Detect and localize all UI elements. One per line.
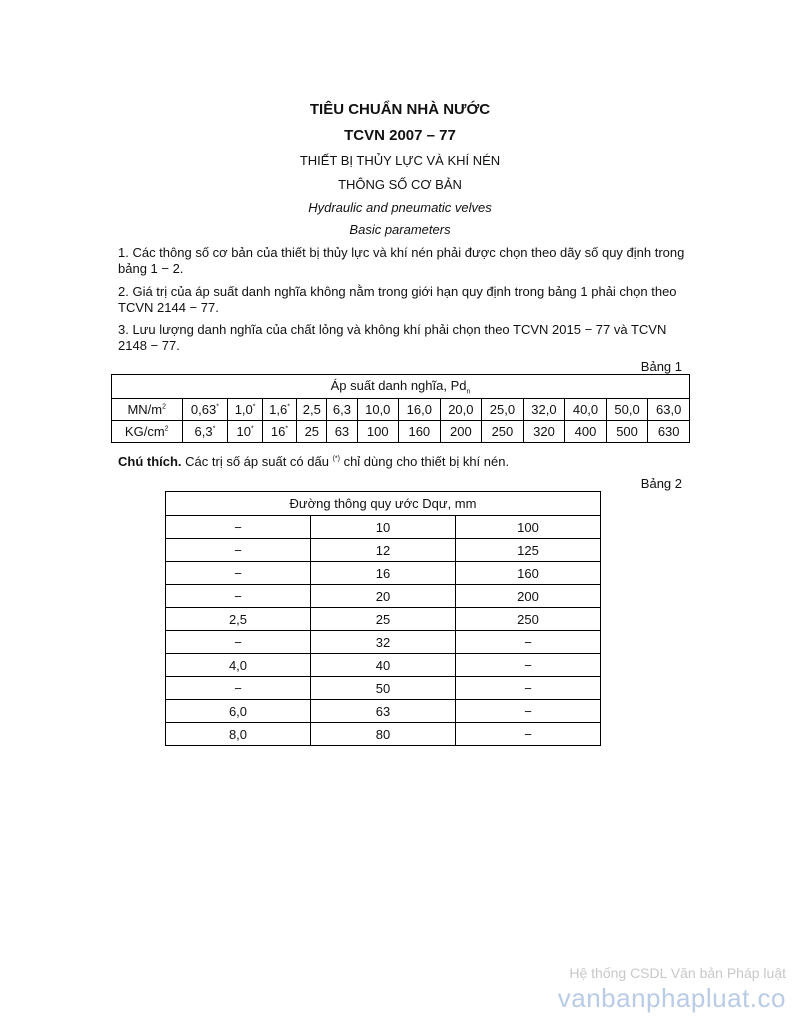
table-row	[166, 631, 601, 654]
table-cell: 80	[311, 723, 456, 746]
paragraph-3: 3. Lưu lượng danh nghĩa của chất lỏng và không khí phải chọn theo TCVN 2015 − 77 và TCVN 2148 − 77.	[118, 322, 667, 353]
table-row	[166, 677, 601, 700]
table-cell: 63	[327, 421, 357, 443]
table-cell: 1,0*	[228, 399, 262, 421]
table-cell: 500	[606, 421, 648, 443]
table-cell: 10	[311, 516, 456, 539]
standard-code: TCVN 2007 – 77	[344, 127, 456, 144]
table-row	[166, 723, 601, 746]
table-cell: 400	[565, 421, 607, 443]
table-cell: 6,0	[166, 700, 311, 723]
document-subject: THIẾT BỊ THỦY LỰC VÀ KHÍ NÉN	[299, 153, 501, 168]
unit-label-kg: $KG/cm^2$	[112, 421, 183, 443]
table-cell: 100	[456, 516, 601, 539]
table-cell: 100	[357, 421, 399, 443]
table-cell: 250	[482, 421, 524, 443]
table-cell: 50,0	[606, 399, 648, 421]
table-row	[166, 608, 601, 631]
table-row	[166, 654, 601, 677]
table-cell: 63	[311, 700, 456, 723]
table-cell: −	[456, 677, 601, 700]
table2-caption: Bảng 2	[640, 476, 682, 491]
table-cell: 16	[311, 562, 456, 585]
watermark-site: vanbanphapluat.co	[557, 983, 786, 1013]
pressure-table	[111, 374, 690, 443]
table-cell: 4,0	[166, 654, 311, 677]
table-cell: 25	[297, 421, 327, 443]
table-note: Chú thích. Các trị số áp suất có dấu (*) chỉ dùng cho thiết bị khí nén.	[118, 454, 510, 469]
table-cell: −	[166, 562, 311, 585]
table-cell: −	[456, 723, 601, 746]
table-cell: 630	[648, 421, 690, 443]
table-cell: 1,6*	[262, 399, 296, 421]
table-cell: −	[456, 700, 601, 723]
table-cell: −	[166, 631, 311, 654]
table-row	[166, 585, 601, 608]
table1-caption: Bảng 1	[640, 359, 682, 374]
table-cell: 10,0	[357, 399, 399, 421]
table-cell: 160	[456, 562, 601, 585]
table-row	[166, 562, 601, 585]
english-subtitle: Basic parameters	[349, 222, 451, 237]
table-cell: 10*	[228, 421, 262, 443]
table-cell: −	[166, 516, 311, 539]
table-cell: 32,0	[523, 399, 565, 421]
table-cell: 6,3*	[182, 421, 228, 443]
paragraph-2: 2. Giá trị của áp suất danh nghĩa không nằm trong giới hạn quy định trong bảng 1 phải chọn theo TCVN 2144 − 77.	[118, 284, 677, 315]
table-cell: 2,5	[166, 608, 311, 631]
table-row	[112, 399, 690, 421]
watermark-text: Hệ thống CSDL Văn bản Pháp luật	[569, 965, 786, 981]
table-cell: −	[166, 677, 311, 700]
table-cell: 2,5	[297, 399, 327, 421]
table-cell: 50	[311, 677, 456, 700]
table-cell: 200	[440, 421, 482, 443]
table-cell: 12	[311, 539, 456, 562]
table-cell: 20,0	[440, 399, 482, 421]
table-cell: 250	[456, 608, 601, 631]
unit-label-mn: $MN/m^2$	[112, 399, 183, 421]
table-cell: 0,63*	[182, 399, 228, 421]
table-cell: 32	[311, 631, 456, 654]
table-row	[166, 539, 601, 562]
table-cell: 125	[456, 539, 601, 562]
table-cell: 160	[399, 421, 441, 443]
table-cell: 8,0	[166, 723, 311, 746]
table-cell: 200	[456, 585, 601, 608]
table-cell: −	[166, 539, 311, 562]
table-cell: 16,0	[399, 399, 441, 421]
diameter-table	[165, 491, 601, 746]
table-cell: 16*	[262, 421, 296, 443]
table-row	[166, 700, 601, 723]
table-cell: 40,0	[565, 399, 607, 421]
table-cell: −	[456, 631, 601, 654]
table-row	[166, 516, 601, 539]
table-cell: 25,0	[482, 399, 524, 421]
table-cell: −	[456, 654, 601, 677]
table-cell: 63,0	[648, 399, 690, 421]
document-subtitle: THÔNG SỐ CƠ BẢN	[338, 177, 462, 192]
table-cell: 40	[311, 654, 456, 677]
table-cell: 320	[523, 421, 565, 443]
table-cell: 20	[311, 585, 456, 608]
table-cell: 25	[311, 608, 456, 631]
table-cell: −	[166, 585, 311, 608]
english-title: Hydraulic and pneumatic velves	[308, 200, 492, 215]
paragraph-1: 1. Các thông số cơ bản của thiết bị thủy lực và khí nén phải được chọn theo dãy số quy định trong bảng 1 − 2.	[118, 245, 685, 276]
document-title: TIÊU CHUẨN NHÀ NƯỚC	[309, 101, 491, 118]
table-cell: 6,3	[327, 399, 357, 421]
table-row	[112, 421, 690, 443]
pressure-table-header: Áp suất danh nghĩa, $Pd_n$	[112, 375, 690, 399]
diameter-table-header: Đường thông quy ước Dqư, mm	[166, 492, 601, 516]
